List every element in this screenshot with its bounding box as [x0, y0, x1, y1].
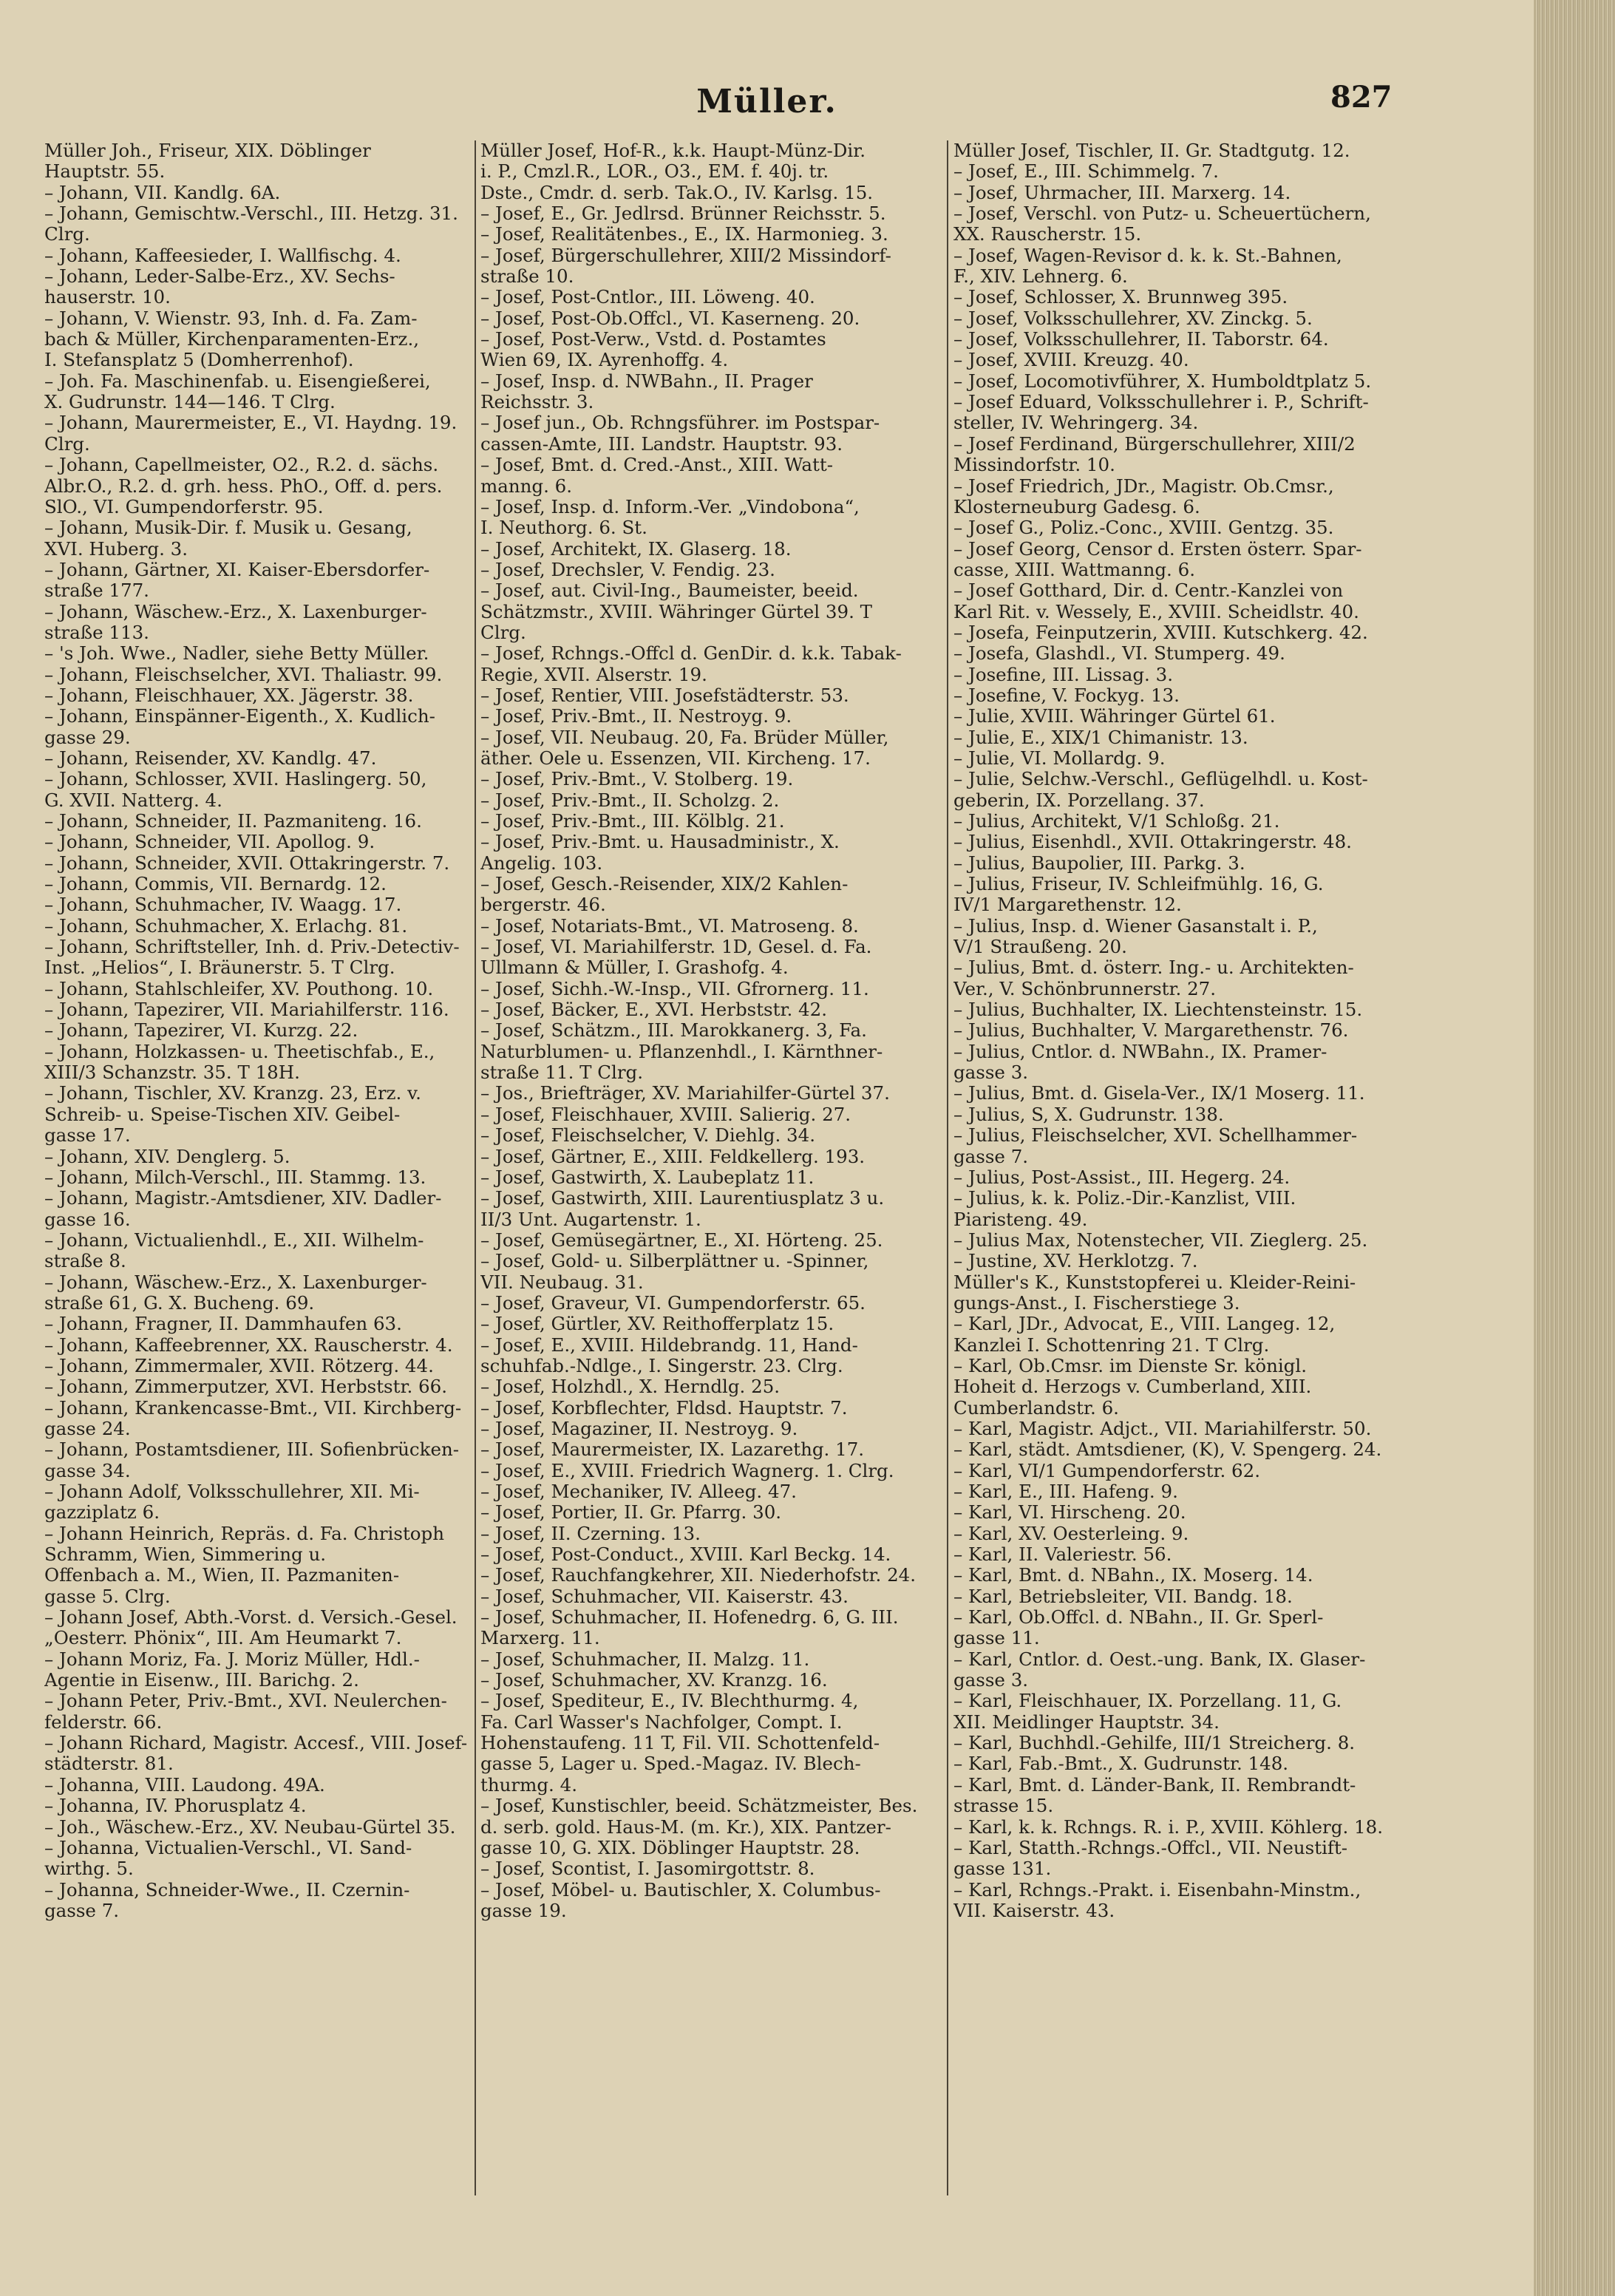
entry-line: – Julius, Bmt. d. österr. Ing.- u. Architekten-: [953, 957, 1354, 979]
entry-line: V/1 Straußeng. 20.: [953, 936, 1127, 958]
entry-line: – Johann, Tischler, XV. Kranzg. 23, Erz. v.: [44, 1082, 421, 1104]
entry-line: – Johann, VII. Kandlg. 6A.: [44, 181, 281, 203]
entry-line: – Josef, Gastwirth, XIII. Laurentiusplatz 3 u.: [480, 1187, 885, 1209]
entry-line: – Josef, E., XVIII. Friedrich Wagnerg. 1. Clrg.: [480, 1459, 894, 1481]
entry-line: – Johanna, IV. Phorusplatz 4.: [44, 1795, 307, 1817]
entry-line: – Karl, Magistr. Adjct., VII. Mariahilferstr. 50.: [953, 1417, 1372, 1439]
entry-line: – Johann, Einspänner-Eigenth., X. Kudlich-: [44, 705, 435, 727]
entry-line: F., XIV. Lehnerg. 6.: [953, 265, 1128, 288]
entry-line: – Johann Heinrich, Repräs. d. Fa. Christoph: [44, 1522, 445, 1544]
entry-line: – Johann, Kaffeebrenner, XX. Rauscherstr. 4.: [44, 1334, 453, 1356]
entry-line: Müller's K., Kunststopferei u. Kleider-Reini-: [953, 1271, 1356, 1293]
entry-line: manng. 6.: [480, 475, 573, 497]
entry-line: – Josefa, Glashdl., VI. Stumperg. 49.: [953, 642, 1285, 665]
entry-line: – Joh., Wäschew.-Erz., XV. Neubau-Gürtel 35.: [44, 1816, 456, 1838]
entry-line: – Julius, S, X. Gudrunstr. 138.: [953, 1103, 1224, 1125]
entry-line: – Josef, Priv.-Bmt., II. Scholzg. 2.: [480, 789, 780, 811]
entry-line: gasse 24.: [44, 1417, 131, 1439]
entry-line: – Johann, Reisender, XV. Kandlg. 47.: [44, 747, 377, 769]
entry-line: – Josef, Gold- u. Silberplättner u. -Spinner,: [480, 1250, 869, 1272]
entry-line: – Johann, Wäschew.-Erz., X. Laxenburger-: [44, 600, 427, 622]
entry-line: – Josef, Mechaniker, IV. Alleeg. 47.: [480, 1481, 797, 1502]
entry-line: – Josef, Insp. d. NWBahn., II. Prager: [480, 370, 813, 392]
entry-line: – Josef, XVIII. Kreuzg. 40.: [953, 349, 1189, 371]
entry-line: – Joh. Fa. Maschinenfab. u. Eisengießerei,: [44, 370, 431, 392]
entry-line: – Josef, Fleischhauer, XVIII. Salierig. 27.: [480, 1103, 851, 1125]
entry-line: bach & Müller, Kirchenparamenten-Erz.,: [44, 328, 420, 350]
entry-line: – Josef, E., XVIII. Hildebrandg. 11, Hand-: [480, 1334, 858, 1356]
entry-line: – Josef, aut. Civil-Ing., Baumeister, beeid.: [480, 580, 859, 602]
entry-line: Offenbach a. M., Wien, II. Pazmaniten-: [44, 1564, 400, 1586]
entry-line: straße 11. T Clrg.: [480, 1062, 644, 1084]
column-middle: [480, 140, 924, 1921]
entry-line: städterstr. 81.: [44, 1753, 174, 1775]
entry-line: – Josef, Post-Ob.Offcl., VI. Kaserneng. 20.: [480, 307, 860, 329]
entry-line: – Josef, Gastwirth, X. Laubeplatz 11.: [480, 1166, 815, 1188]
entry-line: – Josef, Korbflechter, Fldsd. Hauptstr. 7.: [480, 1396, 848, 1419]
entry-line: – Johann, Musik-Dir. f. Musik u. Gesang,: [44, 517, 412, 539]
entry-line: – Johanna, Schneider-Wwe., II. Czernin-: [44, 1878, 410, 1901]
entry-line: – Johann, Tapezirer, VII. Mariahilferstr. 116.: [44, 999, 449, 1021]
entry-line: – Josef, Post-Conduct., XVIII. Karl Beckg. 14.: [480, 1543, 891, 1566]
entry-line: – Johann, Maurermeister, E., VI. Haydng. 19.: [44, 412, 458, 434]
entry-line: cassen-Amte, III. Landstr. Hauptstr. 93.: [480, 432, 843, 455]
entry-line: – Karl, Cntlor. d. Oest.-ung. Bank, IX. Glaser-: [953, 1648, 1366, 1670]
entry-line: – Karl, Bmt. d. NBahn., IX. Moserg. 14.: [953, 1564, 1313, 1586]
entry-line: Ver., V. Schönbrunnerstr. 27.: [953, 977, 1217, 999]
entry-line: Albr.O., R.2. d. grh. hess. PhO., Off. d. pers.: [44, 475, 443, 497]
entry-line: casse, XIII. Wattmanng. 6.: [953, 558, 1195, 580]
entry-line: – Johann, Kaffeesieder, I. Wallfischg. 4.: [44, 244, 401, 266]
entry-line: – Josef, Gürtler, XV. Reithofferplatz 15.: [480, 1313, 834, 1335]
entry-line: – Johann, Schuhmacher, X. Erlachg. 81.: [44, 914, 408, 937]
entry-line: bergerstr. 46.: [480, 894, 606, 916]
entry-line: II/3 Unt. Augartenstr. 1.: [480, 1208, 701, 1230]
entry-line: gasse 10, G. XIX. Döblinger Hauptstr. 28.: [480, 1836, 860, 1858]
entry-line: – Josef, E., III. Schimmelg. 7.: [953, 160, 1219, 183]
entry-line: schuhfab.-Ndlge., I. Singerstr. 23. Clrg.: [480, 1354, 843, 1376]
entry-line: Reichsstr. 3.: [480, 391, 594, 413]
entry-line: steller, IV. Wehringerg. 34.: [953, 412, 1199, 434]
entry-line: – Josef, Schlosser, X. Brunnweg 395.: [953, 286, 1288, 308]
entry-line: – Josef, Verschl. von Putz- u. Scheuertüchern,: [953, 203, 1371, 225]
entry-line: – Julie, XVIII. Währinger Gürtel 61.: [953, 705, 1276, 727]
entry-line: – Josef, Bmt. d. Cred.-Anst., XIII. Watt-: [480, 454, 834, 476]
entry-line: – Johann, Commis, VII. Bernardg. 12.: [44, 873, 387, 895]
entry-line: – Julius, Eisenhdl., XVII. Ottakringerstr. 48.: [953, 831, 1352, 853]
entry-line: thurmg. 4.: [480, 1773, 577, 1796]
entry-line: Schätzmstr., XVIII. Währinger Gürtel 39. T: [480, 600, 872, 622]
entry-line: – Julius, Fleischselcher, XVI. Schellhammer-: [953, 1124, 1358, 1147]
entry-line: – Johann Adolf, Volksschullehrer, XII. Mi-: [44, 1481, 420, 1502]
entry-line: geberin, IX. Porzellang. 37.: [953, 789, 1205, 811]
entry-line: – Johanna, Victualien-Verschl., VI. Sand-: [44, 1836, 412, 1858]
entry-line: X. Gudrunstr. 144—146. T Clrg.: [44, 391, 336, 413]
entry-line: – Josef Eduard, Volksschullehrer i. P., Schrift-: [953, 391, 1369, 413]
entry-line: – Julius, Post-Assist., III. Hegerg. 24.: [953, 1166, 1291, 1188]
entry-line: – Josef, Magaziner, II. Nestroyg. 9.: [480, 1417, 798, 1439]
entry-line: – Josef, Bäcker, E., XVI. Herbststr. 42.: [480, 999, 828, 1021]
entry-line: – Johann, Stahlschleifer, XV. Pouthong. 10.: [44, 977, 434, 999]
entry-line: – Johann, V. Wienstr. 93, Inh. d. Fa. Zam-: [44, 307, 418, 329]
entry-line: – Johann, Gärtner, XI. Kaiser-Ebersdorfer-: [44, 558, 430, 580]
entry-line: – Josef, Post-Verw., Vstd. d. Postamtes: [480, 328, 826, 350]
entry-line: – Josef, Gärtner, E., XIII. Feldkellerg. 193.: [480, 1145, 866, 1167]
entry-line: Kanzlei I. Schottenring 21. T Clrg.: [953, 1334, 1270, 1356]
entry-line: – Karl, XV. Oesterleing. 9.: [953, 1522, 1189, 1544]
entry-line: – Josef, Uhrmacher, III. Marxerg. 14.: [953, 181, 1291, 203]
entry-line: i. P., Cmzl.R., LOR., O3., EM. f. 40j. tr.: [480, 160, 829, 183]
column-left: [44, 140, 488, 1921]
entry-line: – Josef, VI. Mariahilferstr. 1D, Gesel. d. Fa.: [480, 936, 872, 958]
entry-line: Inst. „Helios“, I. Bräunerstr. 5. T Clrg.: [44, 957, 395, 979]
entry-line: – Josef, Notariats-Bmt., VI. Matroseng. 8.: [480, 914, 859, 937]
entry-line: – Josef, Schuhmacher, XV. Kranzg. 16.: [480, 1669, 828, 1691]
entry-line: – Josef, Schuhmacher, VII. Kaiserstr. 43.: [480, 1585, 849, 1607]
book-page-edges: [1534, 0, 1615, 2296]
entry-line: – Josef, Maurermeister, IX. Lazarethg. 17.: [480, 1439, 865, 1461]
entry-line: – Julius, k. k. Poliz.-Dir.-Kanzlist, VIII.: [953, 1187, 1296, 1209]
entry-line: G. XVII. Natterg. 4.: [44, 789, 222, 811]
entry-line: – Josef Ferdinand, Bürgerschullehrer, XIII/2: [953, 432, 1356, 455]
entry-line: SlO., VI. Gumpendorferstr. 95.: [44, 495, 324, 517]
entry-line: – Johann, Fleischselcher, XVI. Thaliastr. 99.: [44, 663, 443, 685]
entry-line: – Karl, E., III. Hafeng. 9.: [953, 1481, 1178, 1502]
entry-line: Dste., Cmdr. d. serb. Tak.O., IV. Karlsg. 15.: [480, 181, 874, 203]
entry-line: I. Neuthorg. 6. St.: [480, 517, 647, 539]
entry-line: – Josef, Rentier, VIII. Josefstädterstr. 53.: [480, 684, 849, 706]
entry-line: – Johann, Capellmeister, O2., R.2. d. sächs.: [44, 454, 439, 476]
entry-line: Karl Rit. v. Wessely, E., XVIII. Scheidlstr. 40.: [953, 600, 1359, 622]
entry-line: – Julius, Buchhalter, V. Margarethenstr. 76.: [953, 1019, 1349, 1042]
entry-line: Schreib- u. Speise-Tischen XIV. Geibel-: [44, 1103, 401, 1125]
entry-line: – Johann, Victualienhdl., E., XII. Wilhelm-: [44, 1229, 424, 1251]
entry-line: Marxerg. 11.: [480, 1627, 600, 1649]
entry-line: – Josef, Locomotivführer, X. Humboldtplatz 5.: [953, 370, 1372, 392]
entry-line: gazziplatz 6.: [44, 1501, 160, 1524]
entry-line: – Josef, Kunstischler, beeid. Schätzmeister, Bes.: [480, 1795, 918, 1817]
entry-line: – Johann, Schneider, XVII. Ottakringerstr. 7.: [44, 852, 450, 874]
entry-line: – Josef, Holzhdl., X. Herndlg. 25.: [480, 1376, 781, 1398]
entry-line: – Josef, Fleischselcher, V. Diehlg. 34.: [480, 1124, 815, 1147]
entry-line: – Julie, VI. Mollardg. 9.: [953, 747, 1166, 769]
entry-line: d. serb. gold. Haus-M. (m. Kr.), XIX. Pantzer-: [480, 1816, 891, 1838]
entry-line: – Josef Gotthard, Dir. d. Centr.-Kanzlei von: [953, 580, 1344, 602]
entry-line: – Karl, Fab.-Bmt., X. Gudrunstr. 148.: [953, 1753, 1289, 1775]
entry-line: Clrg.: [44, 223, 90, 245]
entry-line: gasse 7.: [953, 1145, 1029, 1167]
entry-line: – Josef, Möbel- u. Bautischler, X. Columbus-: [480, 1878, 881, 1901]
entry-line: – Karl, Rchngs.-Prakt. i. Eisenbahn-Minstm.,: [953, 1878, 1361, 1901]
entry-line: – Johann Richard, Magistr. Accesf., VIII. Josef-: [44, 1732, 468, 1754]
entry-line: gasse 19.: [480, 1899, 567, 1921]
entry-line: – Johann, Schneider, II. Pazmaniteng. 16.: [44, 810, 422, 832]
entry-line: – Josef, Architekt, IX. Glaserg. 18.: [480, 537, 792, 560]
entry-line: – Johann, Postamtsdiener, III. Sofienbrücken-: [44, 1439, 459, 1461]
entry-line: – Julius, Bmt. d. Gisela-Ver., IX/1 Moserg. 11.: [953, 1082, 1365, 1104]
entry-line: – Julius, Baupolier, III. Parkg. 3.: [953, 852, 1245, 874]
entry-line: felderstr. 66.: [44, 1711, 163, 1733]
entry-line: – Josef, Portier, II. Gr. Pfarrg. 30.: [480, 1501, 782, 1524]
entry-line: – Josefine, III. Lissag. 3.: [953, 663, 1173, 685]
page-number: 827: [1330, 80, 1393, 115]
entry-line: – Josef, Priv.-Bmt., II. Nestroyg. 9.: [480, 705, 792, 727]
entry-line: – Josef G., Poliz.-Conc., XVIII. Gentzg. 35.: [953, 517, 1334, 539]
entry-line: gasse 3.: [953, 1669, 1029, 1691]
entry-line: – Johann, Holzkassen- u. Theetischfab., E.,: [44, 1040, 435, 1062]
entry-line: Regie, XVII. Alserstr. 19.: [480, 663, 707, 685]
entry-line: – Josef, Priv.-Bmt. u. Hausadministr., X.: [480, 831, 840, 853]
entry-line: – Julius Max, Notenstecher, VII. Zieglerg. 25.: [953, 1229, 1368, 1251]
entry-line: – Karl, Statth.-Rchngs.-Offcl., VII. Neustift-: [953, 1836, 1348, 1858]
entry-line: – Josef, Realitätenbes., E., IX. Harmonieg. 3.: [480, 223, 888, 245]
entry-line: – Karl, Buchhdl.-Gehilfe, III/1 Streicherg. 8.: [953, 1732, 1356, 1754]
entry-line: wirthg. 5.: [44, 1858, 134, 1880]
entry-line: – Johann, Milch-Verschl., III. Stammg. 13.: [44, 1166, 426, 1188]
entry-line: gasse 16.: [44, 1208, 131, 1230]
entry-line: XVI. Huberg. 3.: [44, 537, 188, 560]
page-title: Müller.: [696, 83, 837, 120]
entry-line: – Karl, Fleischhauer, IX. Porzellang. 11, G.: [953, 1690, 1342, 1712]
entry-line: – Johann, Zimmermaler, XVII. Rötzerg. 44.: [44, 1354, 434, 1376]
entry-line: Müller Josef, Hof-R., k.k. Haupt-Münz-Dir.: [480, 140, 866, 161]
entry-line: – Jos., Briefträger, XV. Mariahilfer-Gürtel 37.: [480, 1082, 890, 1104]
entry-line: – Josef jun., Ob. Rchngsführer. im Postspar-: [480, 412, 880, 434]
column-right: [953, 140, 1397, 1921]
entry-line: Fa. Carl Wasser's Nachfolger, Compt. I.: [480, 1711, 843, 1733]
entry-line: – Josef, Schuhmacher, II. Malzg. 11.: [480, 1648, 810, 1670]
entry-line: – Karl, Ob.Cmsr. im Dienste Sr. königl.: [953, 1354, 1307, 1376]
entry-line: Piaristeng. 49.: [953, 1208, 1088, 1230]
entry-line: XIII/3 Schanzstr. 35. T 18H.: [44, 1062, 300, 1084]
entry-line: gasse 5, Lager u. Sped.-Magaz. IV. Blech-: [480, 1753, 861, 1775]
entry-line: – Julius, Friseur, IV. Schleifmühlg. 16, G.: [953, 873, 1324, 895]
entry-line: XII. Meidlinger Hauptstr. 34.: [953, 1711, 1220, 1733]
entry-line: Wien 69, IX. Ayrenhoffg. 4.: [480, 349, 729, 371]
entry-line: – Josef, Volksschullehrer, XV. Zinckg. 5.: [953, 307, 1313, 329]
entry-line: – Johann Josef, Abth.-Vorst. d. Versich.-Gesel.: [44, 1606, 458, 1628]
entry-line: – Karl, Bmt. d. Länder-Bank, II. Rembrandt-: [953, 1773, 1356, 1796]
entry-line: – Johann, Schneider, VII. Apollog. 9.: [44, 831, 375, 853]
entry-line: – Josef, Scontist, I. Jasomirgottstr. 8.: [480, 1858, 815, 1880]
entry-line: VII. Kaiserstr. 43.: [953, 1899, 1115, 1921]
entry-line: – Johanna, VIII. Laudong. 49A.: [44, 1773, 325, 1796]
entry-line: – Julius, Buchhalter, IX. Liechtensteinstr. 15.: [953, 999, 1363, 1021]
entry-line: gasse 29.: [44, 726, 131, 748]
entry-line: straße 61, G. X. Bucheng. 69.: [44, 1291, 315, 1314]
entry-line: – Josef, Rchngs.-Offcl d. GenDir. d. k.k. Tabak-: [480, 642, 902, 665]
entry-line: I. Stefansplatz 5 (Domherrenhof).: [44, 349, 354, 371]
entry-line: – Johann, Zimmerputzer, XVI. Herbststr. 66.: [44, 1376, 448, 1398]
entry-line: – Josef, Priv.-Bmt., V. Stolberg. 19.: [480, 768, 794, 790]
entry-line: – Josef, Volksschullehrer, II. Taborstr. 64.: [953, 328, 1329, 350]
entry-line: Müller Josef, Tischler, II. Gr. Stadtgutg. 12.: [953, 140, 1350, 161]
entry-line: – Johann, Fragner, II. Dammhaufen 63.: [44, 1313, 402, 1335]
entry-line: – Johann, Krankencasse-Bmt., VII. Kirchberg-: [44, 1396, 462, 1419]
entry-line: – Josef, Graveur, VI. Gumpendorferstr. 65.: [480, 1291, 866, 1314]
entry-line: gasse 3.: [953, 1062, 1029, 1084]
entry-line: Schramm, Wien, Simmering u.: [44, 1543, 327, 1566]
entry-line: – Julius, Cntlor. d. NWBahn., IX. Pramer-: [953, 1040, 1327, 1062]
entry-line: straße 113.: [44, 621, 149, 643]
entry-line: – Karl, k. k. Rchngs. R. i. P., XVIII. Köhlerg. 18.: [953, 1816, 1383, 1838]
entry-line: äther. Oele u. Essenzen, VII. Kircheng. 17.: [480, 747, 871, 769]
entry-line: – Josef, E., Gr. Jedlrsd. Brünner Reichsstr. 5.: [480, 203, 886, 225]
entry-line: gasse 17.: [44, 1124, 131, 1147]
entry-line: „Oesterr. Phönix“, III. Am Heumarkt 7.: [44, 1627, 402, 1649]
entry-line: straße 177.: [44, 580, 149, 602]
column-divider: [947, 140, 948, 2195]
entry-line: – Johann, Wäschew.-Erz., X. Laxenburger-: [44, 1271, 427, 1293]
entry-line: – Josef, Wagen-Revisor d. k. k. St.-Bahnen,: [953, 244, 1342, 266]
entry-line: – Karl, Betriebsleiter, VII. Bandg. 18.: [953, 1585, 1293, 1607]
entry-line: – Karl, städt. Amtsdiener, (K), V. Spengerg. 24.: [953, 1439, 1382, 1461]
entry-line: Müller Joh., Friseur, XIX. Döblinger: [44, 140, 371, 161]
entry-line: – Johann Moriz, Fa. J. Moriz Müller, Hdl.-: [44, 1648, 420, 1670]
entry-line: – Josef, Gemüsegärtner, E., XI. Hörteng. 25.: [480, 1229, 883, 1251]
entry-line: Clrg.: [480, 621, 526, 643]
entry-line: gungs-Anst., I. Fischerstiege 3.: [953, 1291, 1240, 1314]
entry-line: – Johann, Schlosser, XVII. Haslingerg. 50,: [44, 768, 427, 790]
entry-line: – Julie, Selchw.-Verschl., Geflügelhdl. u. Kost-: [953, 768, 1368, 790]
entry-line: – Josefine, V. Fockyg. 13.: [953, 684, 1180, 706]
entry-line: Hoheit d. Herzogs v. Cumberland, XIII.: [953, 1376, 1312, 1398]
entry-line: – Johann, Gemischtw.-Verschl., III. Hetzg. 31.: [44, 203, 458, 225]
entry-line: – Johann, XIV. Denglerg. 5.: [44, 1145, 290, 1167]
entry-line: – Johann, Tapezirer, VI. Kurzg. 22.: [44, 1019, 358, 1042]
entry-line: – Johann Peter, Priv.-Bmt., XVI. Neulerchen-: [44, 1690, 447, 1712]
entry-line: Agentie in Eisenw., III. Barichg. 2.: [44, 1669, 359, 1691]
entry-line: – Josef, Bürgerschullehrer, XIII/2 Missindorf-: [480, 244, 891, 266]
entry-line: – Josef Georg, Censor d. Ersten österr. Spar-: [953, 537, 1362, 560]
entry-line: Hauptstr. 55.: [44, 160, 166, 183]
entry-line: – Josef, Drechsler, V. Fendig. 23.: [480, 558, 775, 580]
entry-line: – Karl, Ob.Offcl. d. NBahn., II. Gr. Sperl-: [953, 1606, 1324, 1628]
entry-line: Naturblumen- u. Pflanzenhdl., I. Kärnthner-: [480, 1040, 883, 1062]
entry-line: – Julius, Insp. d. Wiener Gasanstalt i. P.,: [953, 914, 1318, 937]
entry-line: – Josef, Schätzm., III. Marokkanerg. 3, Fa.: [480, 1019, 867, 1042]
entry-line: – Karl, VI/1 Gumpendorferstr. 62.: [953, 1459, 1261, 1481]
entry-line: – Josef, Sichh.-W.-Insp., VII. Gfrornerg. 11.: [480, 977, 869, 999]
entry-line: Cumberlandstr. 6.: [953, 1396, 1119, 1419]
entry-line: – Josef Friedrich, JDr., Magistr. Ob.Cmsr.,: [953, 475, 1334, 497]
entry-line: gasse 34.: [44, 1459, 131, 1481]
entry-line: strasse 15.: [953, 1795, 1054, 1817]
entry-line: – Josef, Rauchfangkehrer, XII. Niederhofstr. 24.: [480, 1564, 917, 1586]
entry-line: – Justine, XV. Herklotzg. 7.: [953, 1250, 1198, 1272]
entry-line: – Josef, II. Czerning. 13.: [480, 1522, 701, 1544]
entry-line: – Johann, Leder-Salbe-Erz., XV. Sechs-: [44, 265, 395, 288]
entry-line: – Karl, II. Valeriestr. 56.: [953, 1543, 1172, 1566]
entry-line: – Karl, JDr., Advocat, E., VIII. Langeg. 12,: [953, 1313, 1336, 1335]
entry-line: straße 10.: [480, 265, 574, 288]
entry-line: gasse 131.: [953, 1858, 1052, 1880]
entry-line: – Johann, Magistr.-Amtsdiener, XIV. Dadler-: [44, 1187, 442, 1209]
entry-line: Missindorfstr. 10.: [953, 454, 1115, 476]
entry-line: – Josef, Post-Cntlor., III. Löweng. 40.: [480, 286, 815, 308]
entry-line: – Johann, Schriftsteller, Inh. d. Priv.-Detectiv-: [44, 936, 460, 958]
entry-line: – Josef, Schuhmacher, II. Hofenedrg. 6, G. III.: [480, 1606, 899, 1628]
entry-line: Angelig. 103.: [480, 852, 603, 874]
entry-line: – Josef, Gesch.-Reisender, XIX/2 Kahlen-: [480, 873, 849, 895]
entry-line: straße 8.: [44, 1250, 126, 1272]
entry-line: Clrg.: [44, 432, 90, 455]
entry-line: IV/1 Margarethenstr. 12.: [953, 894, 1182, 916]
entry-line: Hohenstaufeng. 11 T, Fil. VII. Schottenfeld-: [480, 1732, 880, 1754]
entry-line: – Julie, E., XIX/1 Chimanistr. 13.: [953, 726, 1248, 748]
entry-line: – Johann, Schuhmacher, IV. Waagg. 17.: [44, 894, 402, 916]
entry-line: VII. Neubaug. 31.: [480, 1271, 644, 1293]
entry-line: gasse 11.: [953, 1627, 1040, 1649]
entry-line: – Josef, Spediteur, E., IV. Blechthurmg. 4,: [480, 1690, 859, 1712]
entry-line: – Josef, Insp. d. Inform.-Ver. „Vindobona“,: [480, 495, 860, 517]
entry-line: – Josef, Priv.-Bmt., III. Kölblg. 21.: [480, 810, 785, 832]
entry-line: – Julius, Architekt, V/1 Schloßg. 21.: [953, 810, 1280, 832]
entry-line: hauserstr. 10.: [44, 286, 171, 308]
entry-line: – 's Joh. Wwe., Nadler, siehe Betty Müller.: [44, 642, 429, 665]
entry-line: gasse 5. Clrg.: [44, 1585, 171, 1607]
entry-line: Ullmann & Müller, I. Grashofg. 4.: [480, 957, 789, 979]
entry-line: – Josef, VII. Neubaug. 20, Fa. Brüder Müller,: [480, 726, 889, 748]
entry-line: – Josefa, Feinputzerin, XVIII. Kutschkerg. 42.: [953, 621, 1368, 643]
entry-line: – Johann, Fleischhauer, XX. Jägerstr. 38.: [44, 684, 414, 706]
entry-line: – Karl, VI. Hirscheng. 20.: [953, 1501, 1186, 1524]
entry-line: gasse 7.: [44, 1899, 120, 1921]
entry-line: XX. Rauscherstr. 15.: [953, 223, 1142, 245]
entry-line: Klosterneuburg Gadesg. 6.: [953, 495, 1200, 517]
